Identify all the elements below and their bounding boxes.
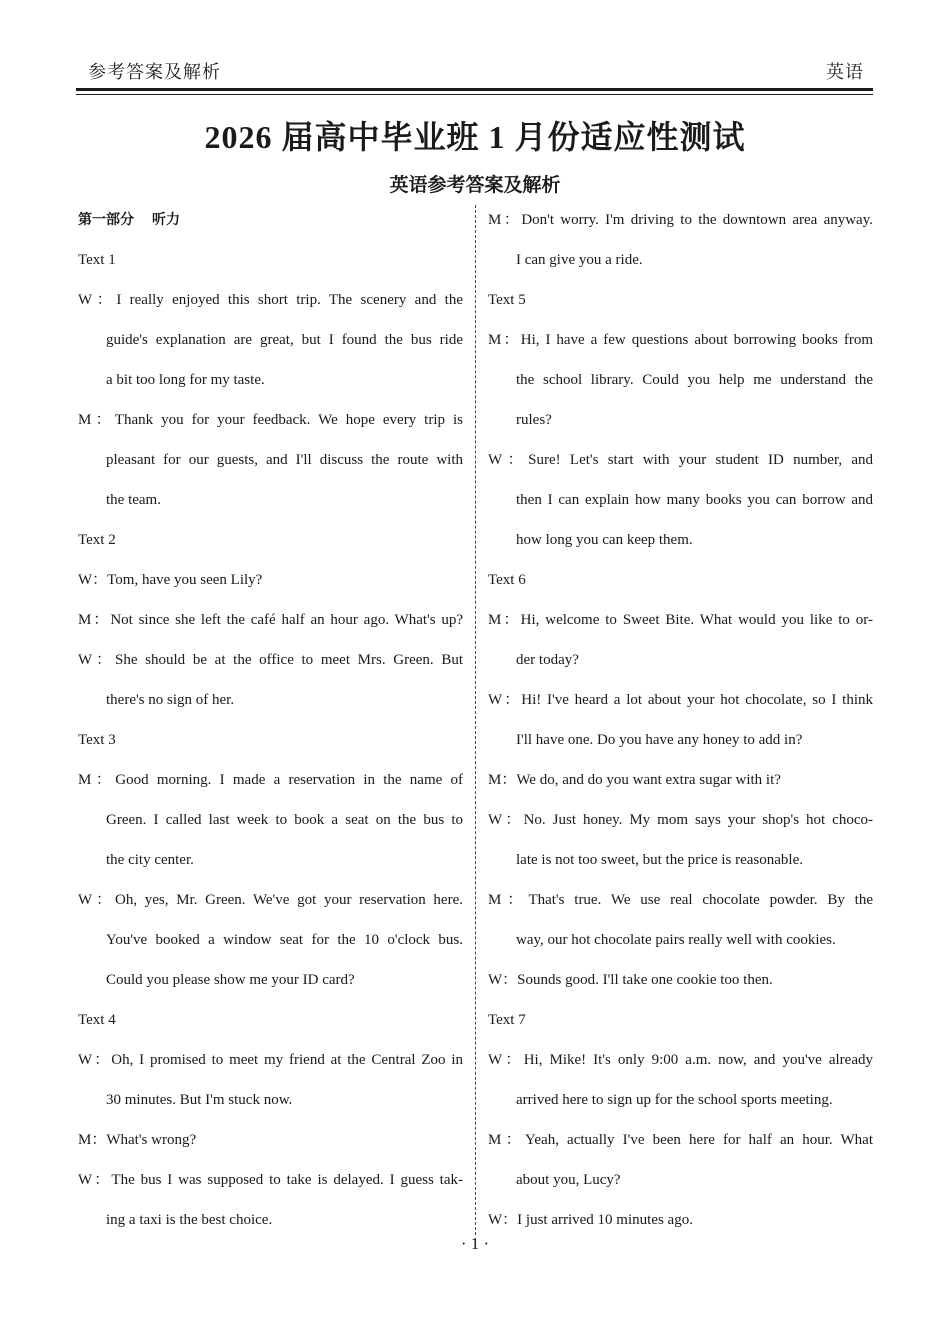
transcript-line: a bit too long for my taste.	[106, 372, 265, 388]
column-divider	[475, 205, 476, 1235]
transcript-line: W：No. Just honey. My mom says your shop's hot choco-	[488, 812, 873, 828]
transcript-line: the school library. Could you help me understand the	[516, 372, 873, 388]
left-transcript	[78, 240, 463, 1240]
running-header-left: 参考答案及解析	[88, 62, 221, 82]
transcript-line: the team.	[106, 492, 161, 508]
transcript-line: I'll have one. Do you have any honey to add in?	[516, 732, 803, 748]
transcript-line: pleasant for our guests, and I'll discuss the route with	[106, 452, 463, 468]
transcript-line: W：Oh, yes, Mr. Green. We've got your reservation here.	[78, 892, 463, 908]
transcript-line: M：Good morning. I made a reservation in the name of	[78, 772, 463, 788]
transcript-line: M：Thank you for your feedback. We hope every trip is	[78, 412, 463, 428]
header-rule-thick	[76, 88, 873, 91]
text-label: Text 6	[488, 572, 526, 588]
transcript-line: W：She should be at the office to meet Mrs. Green. But	[78, 652, 463, 668]
right-column	[488, 200, 873, 1240]
transcript-line: M：Not since she left the café half an hour ago. What's up?	[78, 612, 463, 628]
transcript-line: W：The bus I was supposed to take is delayed. I guess tak-	[78, 1172, 463, 1188]
transcript-line: how long you can keep them.	[516, 532, 693, 548]
transcript-line: W：Tom, have you seen Lily?	[78, 572, 263, 588]
transcript-line: arrived here to sign up for the school sports meeting.	[516, 1092, 833, 1108]
transcript-line: M：That's true. We use real chocolate powder. By the	[488, 892, 873, 908]
section-part: 第一部分	[78, 212, 134, 228]
transcript-line: rules?	[516, 412, 552, 428]
transcript-line: Green. I called last week to book a seat on the bus to	[106, 812, 463, 828]
transcript-line: M：Hi, I have a few questions about borrowing books from	[488, 332, 873, 348]
transcript-line: W：Sure! Let's start with your student ID number, and	[488, 452, 873, 468]
transcript-line: M：What's wrong?	[78, 1132, 197, 1148]
document-subtitle: 英语参考答案及解析	[389, 174, 561, 196]
transcript-line: M：We do, and do you want extra sugar with it?	[488, 772, 781, 788]
transcript-line: You've booked a window seat for the 10 o'clock bus.	[106, 932, 463, 948]
text-label: Text 5	[488, 292, 526, 308]
transcript-line: W：Hi! I've heard a lot about your hot chocolate, so I think	[488, 692, 873, 708]
transcript-line: ing a taxi is the best choice.	[106, 1212, 273, 1228]
transcript-line: M：Don't worry. I'm driving to the downtown area anyway.	[488, 212, 873, 228]
transcript-line: the city center.	[106, 852, 194, 868]
text-label: Text 2	[78, 532, 116, 548]
transcript-line: I can give you a ride.	[516, 252, 643, 268]
transcript-line: W：Oh, I promised to meet my friend at the Central Zoo in	[78, 1052, 463, 1068]
left-column	[78, 200, 463, 1240]
right-transcript	[488, 200, 873, 1240]
transcript-line: about you, Lucy?	[516, 1172, 621, 1188]
transcript-line: M：Hi, welcome to Sweet Bite. What would you like to or-	[488, 612, 873, 628]
transcript-line: W：I really enjoyed this short trip. The scenery and the	[78, 292, 463, 308]
header-rule-thin	[76, 94, 873, 95]
transcript-line: 30 minutes. But I'm stuck now.	[106, 1092, 293, 1108]
transcript-line: M：Yeah, actually I've been here for half an hour. What	[488, 1132, 873, 1148]
transcript-line: then I can explain how many books you can borrow and	[516, 492, 873, 508]
transcript-line: W：I just arrived 10 minutes ago.	[488, 1212, 693, 1228]
section-heading	[78, 200, 463, 240]
transcript-line: way, our hot chocolate pairs really well with cookies.	[516, 932, 836, 948]
running-header-subject: 英语	[826, 62, 864, 82]
transcript-line: late is not too sweet, but the price is reasonable.	[516, 852, 803, 868]
transcript-line: guide's explanation are great, but I found the bus ride	[106, 332, 463, 348]
transcript-line: Could you please show me your ID card?	[106, 972, 355, 988]
transcript-line: there's no sign of her.	[106, 692, 235, 708]
text-label: Text 3	[78, 732, 116, 748]
document-title: 2026 届高中毕业班 1 月份适应性测试	[204, 119, 746, 155]
page-number: · 1 ·	[460, 1234, 490, 1253]
text-label: Text 1	[78, 252, 116, 268]
text-label: Text 4	[78, 1012, 116, 1028]
text-label: Text 7	[488, 1012, 526, 1028]
section-name: 听力	[152, 212, 180, 228]
transcript-line: W：Hi, Mike! It's only 9:00 a.m. now, and you've already	[488, 1052, 873, 1068]
transcript-line: W：Sounds good. I'll take one cookie too then.	[488, 972, 773, 988]
transcript-line: der today?	[516, 652, 579, 668]
